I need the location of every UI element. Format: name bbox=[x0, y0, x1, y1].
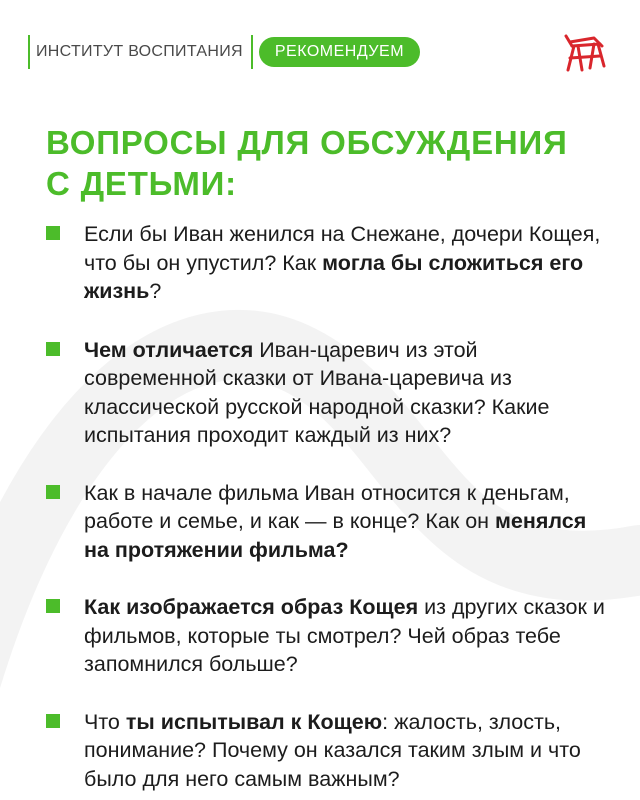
bullet-square-icon bbox=[46, 599, 60, 613]
question-1-emphasis: могла бы сложиться его жизнь bbox=[84, 250, 584, 303]
question-item-3 bbox=[46, 479, 606, 565]
recommend-badge: РЕКОМЕНДУЕМ bbox=[259, 37, 420, 67]
question-item-2 bbox=[46, 336, 606, 450]
question-5-emphasis: ты испытывал к Кощею bbox=[125, 709, 383, 734]
header-divider-right bbox=[251, 35, 253, 69]
bullet-square-icon bbox=[46, 714, 60, 728]
question-text-1: Если бы Иван женился на Снежане, дочери Кощея, что бы он упустил? Как могла бы сложиться его жизнь? bbox=[84, 222, 601, 303]
org-name: ИНСТИТУТ ВОСПИТАНИЯ bbox=[36, 43, 243, 60]
red-chair-logo-icon bbox=[560, 30, 608, 74]
question-list bbox=[46, 220, 606, 793]
question-item-5 bbox=[46, 708, 606, 794]
question-text-2: Чем отличается Иван-царевич из этой современной сказки от Ивана-царевича из классической русской народной сказки? Какие испытания проходит каждый из них? bbox=[84, 337, 550, 447]
bullet-square-icon bbox=[46, 226, 60, 240]
question-3-emphasis: менялся на протяжении фильма? bbox=[84, 509, 587, 562]
question-2-emphasis: Чем отличается bbox=[84, 337, 254, 362]
header-bar bbox=[28, 34, 420, 70]
bullet-square-icon bbox=[46, 342, 60, 356]
page-title bbox=[46, 122, 606, 204]
title-line-1: ВОПРОСЫ ДЛЯ ОБСУЖДЕНИЯ bbox=[46, 124, 568, 161]
bullet-square-icon bbox=[46, 485, 60, 499]
question-text-3: Как в начале фильма Иван относится к деньгам, работе и семье, и как — в конце? Как он менялся на протяжении фильма? bbox=[84, 480, 587, 562]
question-item-4 bbox=[46, 593, 606, 679]
question-4-emphasis: Как изображается образ Кощея bbox=[84, 595, 419, 619]
title-line-2: С ДЕТЬМИ: bbox=[46, 165, 237, 202]
question-text-4: Как изображается образ Кощея из других сказок и фильмов, которые ты смотрел? Чей образ тебе запомнился больше? bbox=[84, 595, 605, 676]
question-text-5: Что ты испытывал к Кощею: жалость, злость, понимание? Почему он казался таким злым и что было для него самым важным? bbox=[84, 709, 581, 791]
question-item-1 bbox=[46, 220, 606, 306]
